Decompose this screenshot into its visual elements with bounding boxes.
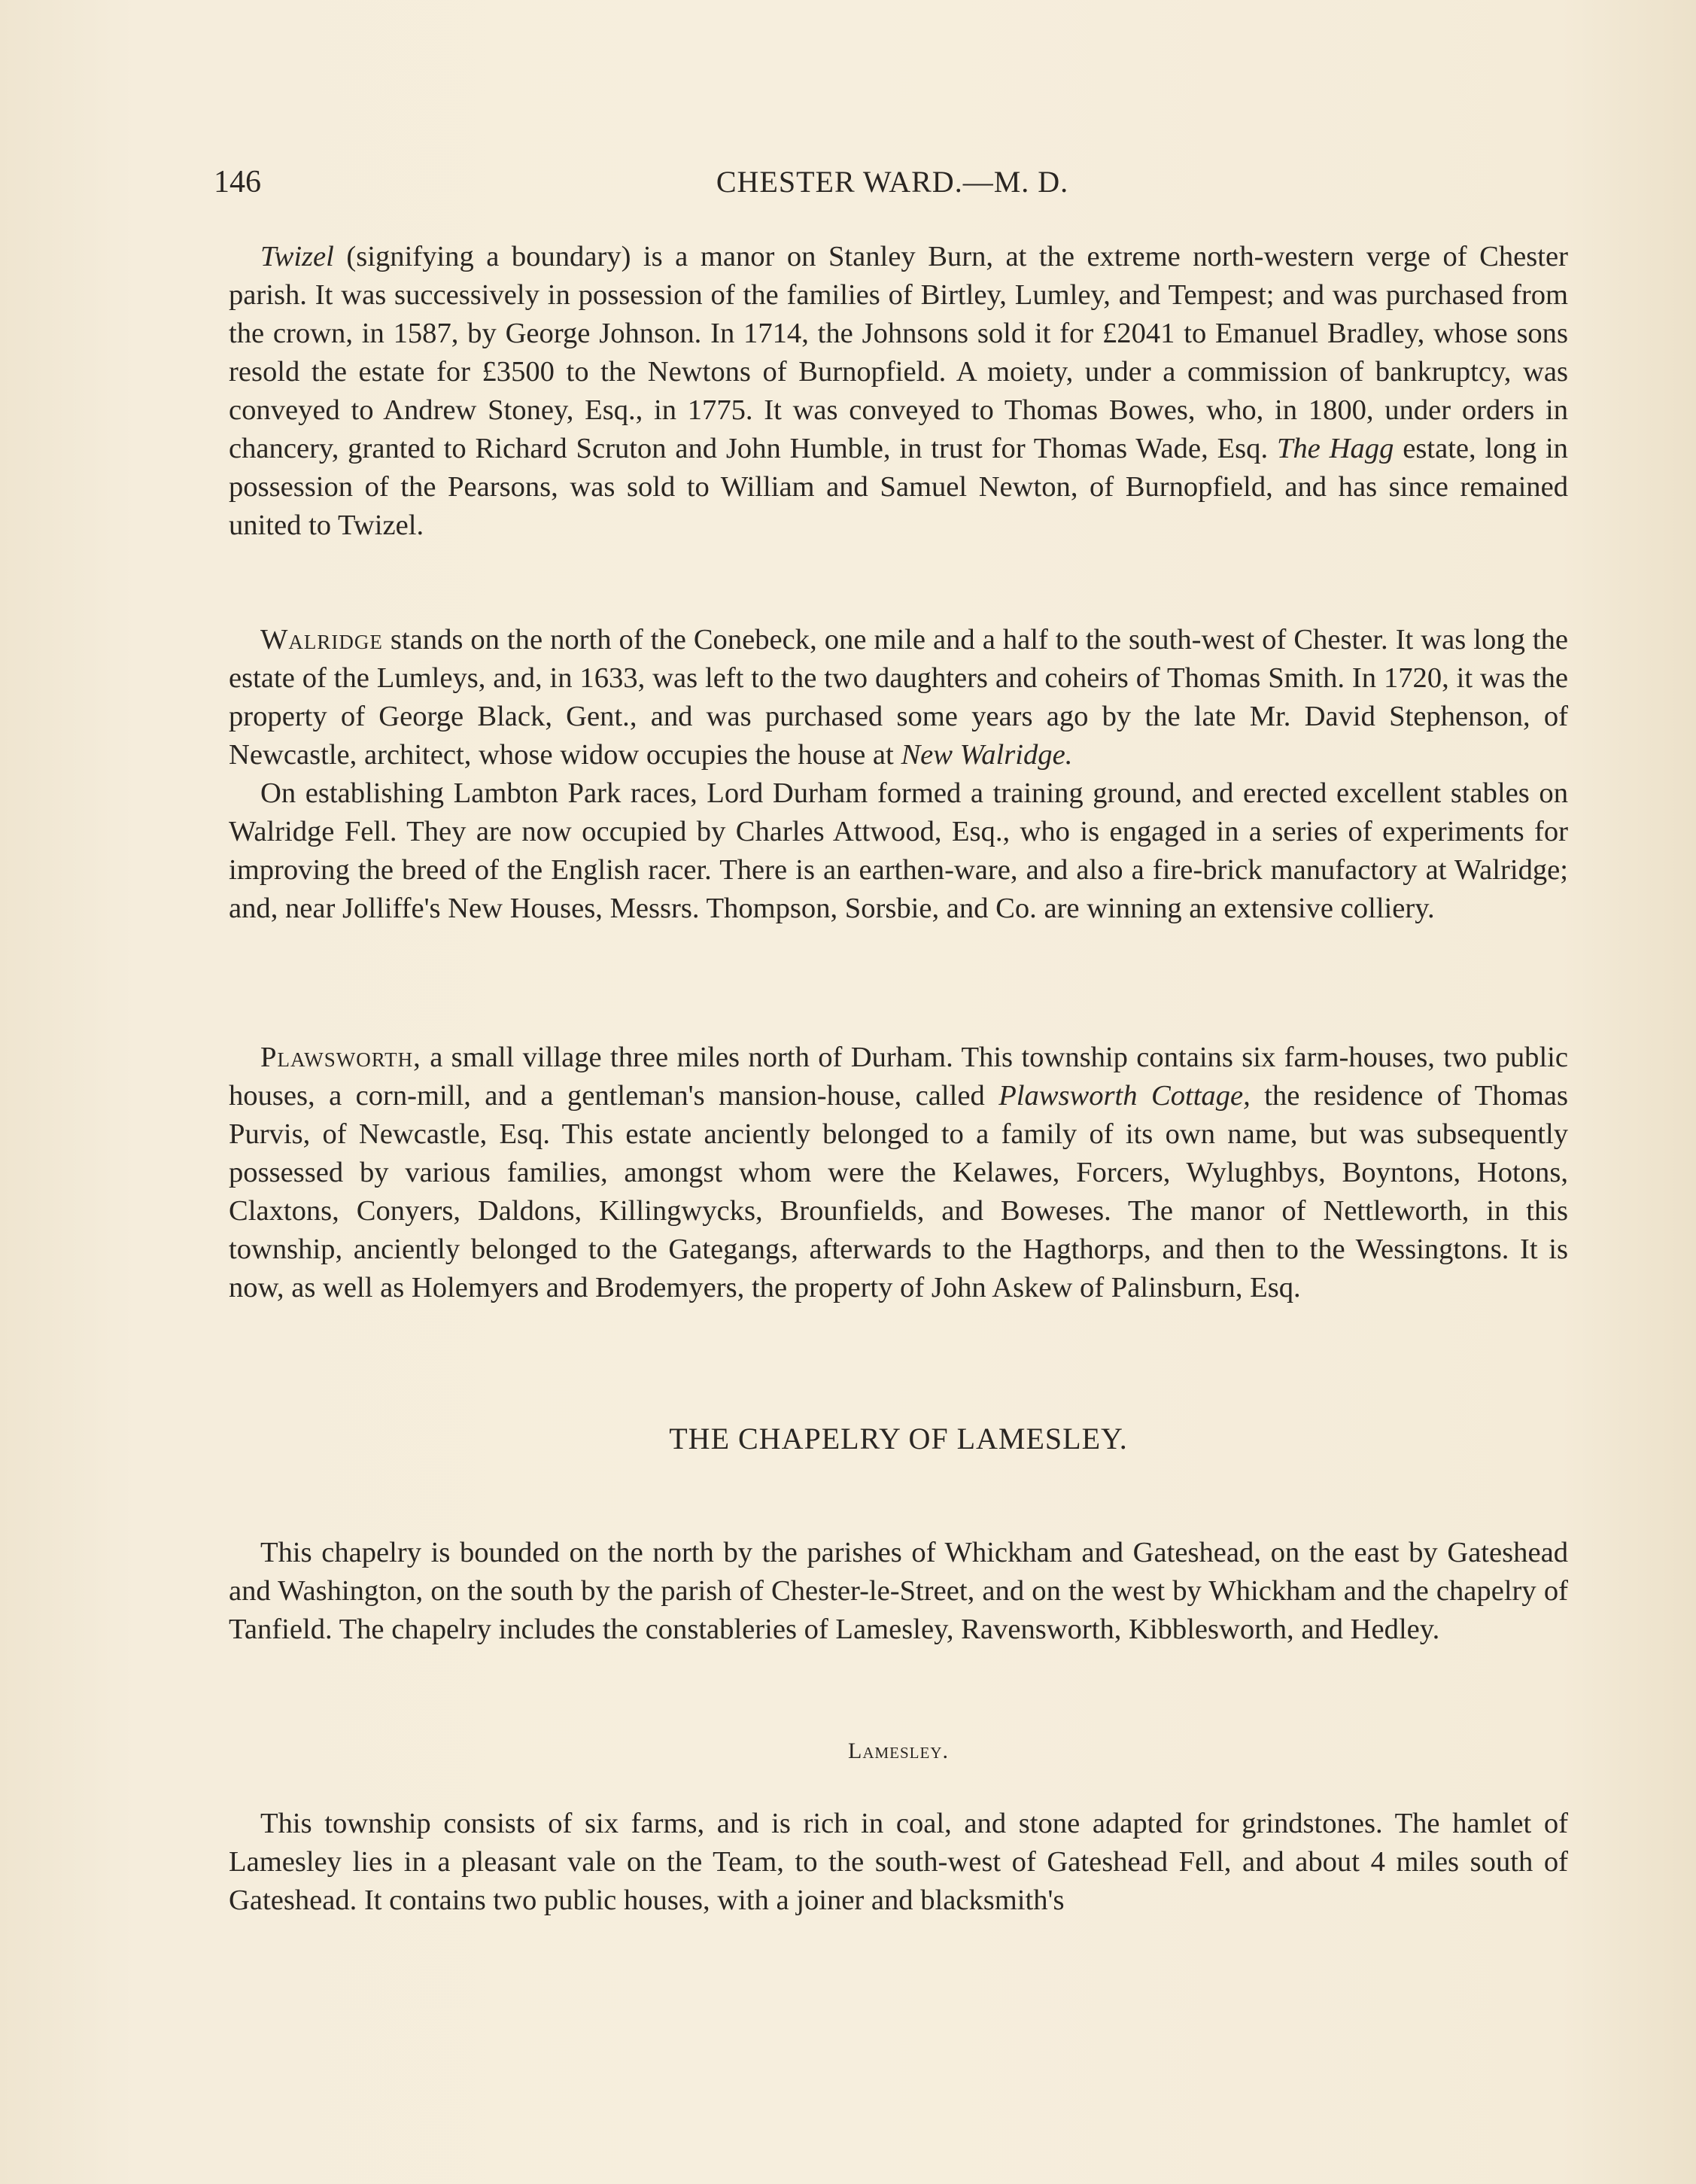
walridge-paragraph-2: On establishing Lambton Park races, Lord Durham formed a training ground, and erected excellent stables on Walridge Fell. They are now occupied by Charles Attwood, Esq., who is engaged in a series of experiments for improving the breed of the English racer. There is an earthen-ware, and also a fire-brick manufactory at Walridge; and, near Jolliffe's New Houses, Messrs. Thompson, Sorsbie, and Co. are winning an extensive colliery. xyxy=(229,777,1568,924)
twizel-paragraph xyxy=(229,238,1568,545)
lamesley-heading: Lamesley. xyxy=(848,1738,949,1763)
walridge-paragraph-1 xyxy=(229,621,1568,774)
twizel-name: Twizel xyxy=(260,241,334,272)
plawsworth-text-2: the residence of Thomas Purvis, of Newcastle, Esq. This estate anciently belonged to a family of its own name, but was subsequently possessed by various families, amongst whom were the Kelawes, Forcers, Wylughbys, Boyntons, Hotons, Claxtons, Conyers, Daldons, Killingwycks, Brounfields, and Boweses. The manor of Nettleworth, in this township, anciently belonged to the Gategangs, afterwards to the Hagthorps, and then to the Wessingtons. It is now, as well as Holemyers and Brodemyers, the property of John Askew of Palinsburn, Esq. xyxy=(229,1080,1568,1303)
plawsworth-cottage: Plawsworth Cottage, xyxy=(998,1080,1251,1112)
twizel-section xyxy=(229,238,1568,545)
new-walridge: New Walridge. xyxy=(901,739,1073,771)
chapelry-paragraph: This chapelry is bounded on the north by the parishes of Whickham and Gateshead, on the east by Gateshead and Washington, on the south by the parish of Chester-le-Street, and on the west by Whickham and the chapelry of Tanfield. The chapelry includes the constableries of Lamesley, Ravensworth, Kibblesworth, and Hedley. xyxy=(229,1537,1568,1645)
hagg-name: The Hagg xyxy=(1276,433,1394,464)
plawsworth-section xyxy=(229,1039,1568,1307)
page-number: 146 xyxy=(214,165,261,199)
walridge-text: stands on the north of the Conebeck, one mile and a half to the south-west of Chester. It was long the estate of the Lumleys, and, in 1633, was left to the two daughters and coheirs of Thomas Smith. In 1720, it was the property of George Black, Gent., and was purchased some years ago by the late Mr. David Stephenson, of Newcastle, architect, whose widow occupies the house at xyxy=(229,624,1568,771)
page-header xyxy=(214,164,1571,209)
lamesley-paragraph: This township consists of six farms, and is rich in coal, and stone adapted for grindstones. The hamlet of Lamesley lies in a pleasant vale on the Team, to the south-west of Gateshead Fell, and about 4 miles south of Gateshead. It contains two public houses, with a joiner and blacksmith's xyxy=(229,1808,1568,1916)
running-head: CHESTER WARD.—M. D. xyxy=(716,165,1069,199)
walridge-section xyxy=(229,621,1568,928)
chapelry-heading: THE CHAPELRY OF LAMESLEY. xyxy=(669,1422,1128,1455)
twizel-text: (signifying a boundary) is a manor on Stanley Burn, at the extreme north-western verge of Chester parish. It was successively in possession of the families of Birtley, Lumley, and Tempest; and was purchased from the crown, in 1587, by George Johnson. In 1714, the Johnsons sold it for £2041 to Emanuel Bradley, whose sons resold the estate for £3500 to the Newtons of Burnopfield. A moiety, under a commission of bankruptcy, was conveyed to Andrew Stoney, Esq., in 1775. It was conveyed to Thomas Bowes, who, in 1800, under orders in chancery, granted to Richard Scruton and John Humble, in trust for Thomas Wade, Esq. xyxy=(229,241,1568,464)
lamesley-section xyxy=(229,1805,1568,1920)
lamesley-heading-block xyxy=(229,1738,1568,1764)
walridge-name: Walridge xyxy=(260,624,383,656)
plawsworth-paragraph xyxy=(229,1039,1568,1307)
chapelry-heading-block xyxy=(229,1421,1568,1456)
hagg-text: estate, long in possession of the Pearsons, was sold to William and Samuel Newton, of Burnopfield, and has since remained united to Twizel. xyxy=(229,433,1568,541)
plawsworth-text-1: a small village three miles north of Durham. This township contains six farm-houses, two public houses, a corn-mill, and a gentleman's mansion-house, called xyxy=(229,1042,1568,1112)
plawsworth-name: Plawsworth, xyxy=(260,1042,421,1073)
chapelry-section xyxy=(229,1534,1568,1649)
